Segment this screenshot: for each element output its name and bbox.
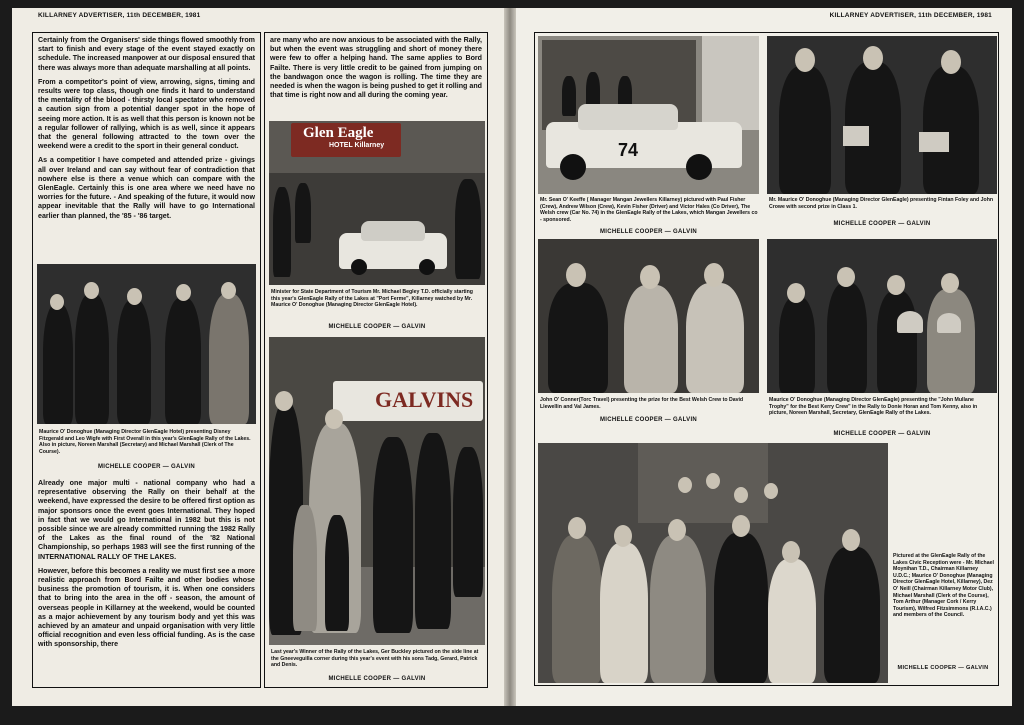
photo-caption: Pictured at the GlenEagle Rally of the Lakes Civic Reception were - Mr. Michael Moynihan T.D., Chairman Killarney U.D.C.; Maurice O' Donoghue (Managing Director GlenEagle Hotel, Killarney), Dez O' Neill (Chairman Killarney Motor Club), Michael Marshall (Clerk of the Course), Tom Arthur (Manager Cork / Kerry Tourism), Wilfred Fitzsimmons (R.I.A.C.) and members of the Council. — [893, 553, 994, 619]
left-page — [12, 8, 504, 706]
photo-credit: MICHELLE COOPER — GALVIN — [97, 464, 196, 470]
paragraph: Already one major multi - national company who had a representative observing the Rally on their behalf at the weekend, have expressed the desire to be offered first option as major sponsors once the event goes International. They hoped in fact that we would go International in 1982 but this is not possible since we are already committed running the 1982 Rally of the Lakes as the final round of the '82 National Championship, so perhaps 1983 will see the first running of the INTERNATIONAL RALLY OF THE LAKES. — [38, 479, 255, 561]
photo-best-welsh-crew — [538, 239, 759, 393]
photo-best-kerry-crew — [767, 239, 997, 393]
right-page — [516, 8, 1012, 706]
article-text-continued: are many who are now anxious to be associated with the Rally, but when the event was struggling and short of money there were few to offer a helping hand. The same applies to Bord Failte. There is very little credit to be gained from jumping on the bandwagon once the wagon is rolling. The time they are needed is when the wagon is being pushed to get it rolling and that time is right now and all during the coming year. — [270, 36, 482, 100]
car-number: 74 — [618, 140, 639, 160]
photo-caption: Maurice O' Donoghue (Managing Director GlenEagle) presenting the "John Mullane Trophy" for the Best Kerry Crew" in the Rally to Donie Horan and Tom Kenny, also in picture, Noreen Marshall, Secretary, GlenEagle Rally of the Lakes. — [769, 397, 978, 417]
article-text-bottom — [38, 479, 255, 655]
banner-text: GALVINS — [375, 387, 474, 412]
page-header-right: KILLARNEY ADVERTISER, 11th DECEMBER, 1981 — [829, 12, 992, 19]
photo-caption: John O' Conner(Torc Travel) presenting the prize for the Best Welsh Crew to David Llewellin and Val James. — [540, 397, 744, 410]
paragraph: As a competitior I have competed and attended prize - givings all over Ireland and can say without fear of contradiction that nowhere else is there a venue which can compare with the GlenEagle. Certainly this is one area where we need have no worries for the future. - And speaking of the future, it would now appear inevitable that the Rally will have to go International earlier than planned, the '85 - '86 target. — [38, 156, 255, 220]
photo-credit: MICHELLE COOPER — GALVIN — [599, 229, 698, 235]
article-text-top — [38, 36, 255, 226]
photo-second-prize-class1 — [767, 36, 997, 194]
photo-grid — [534, 32, 999, 686]
photo-caption: Minister for State Department of Tourism Mr. Michael Begley T.D. officially starting this year's GlenEagle Rally of the Lakes at "Port Ferme", Killarney watched by Mr. Maurice O' Donoghue (Managing Director GlenEagle Hotel). — [271, 289, 473, 309]
photo-caption: Last year's Winner of the Rally of the Lakes, Ger Buckley pictured on the side line at the Gneeveguilla corner during this year's event with his sons Tadg, Gerard, Patrick and Denis. — [271, 649, 479, 669]
paragraph: However, before this becomes a reality we must first see a more realistic approach from Bord Failte and other bodies whose business the promotion of tourism, it is. When one considers that to bring into the area in the off - season, the amount of overseas people in Killarney at the weekend, would be counted as a major achievement by any tourism body and yet this was achieved by an amateur and unpaid organisation with very little official recognition and even less official funding. As is the case with sponsorship, there — [38, 566, 255, 649]
photo-caption: Maurice O' Donoghue (Managing Director GlenEagle Hotel) presenting Disney Fitzgerald and Leo Wigfe with First Overall in this year's GlenEagle Rally of the Lakes. Also in picture, Noreen Marshall (Secretary) and Michael Marshall (Clerk of The Course). — [39, 429, 251, 455]
column-left — [32, 32, 261, 688]
photo-credit: MICHELLE COOPER — GALVIN — [833, 221, 931, 227]
photo-credit: MICHELLE COOPER — GALVIN — [897, 665, 989, 671]
photo-rally-start — [269, 121, 485, 285]
paragraph: Certainly from the Organisers' side things flowed smoothly from start to finish and every stage of the event stayed exactly on schedule. The increased manpower at our disposal ensured that there was always more than adequate marshalling at all points. — [38, 36, 255, 72]
photo-caption: Mr. Sean O' Keeffe ( Manager Mangan Jewellers Killarney) pictured with Paul Fisher (Crew), Andrew Wilson (Crew), Kevin Fisher (Driver) and Victor Hales (Co Driver), The Welsh crew (Car No. 74) in the GlenEagle Rally of the Lakes, which Mangan Jewellers co - sponsored. — [540, 197, 758, 223]
column-right — [264, 32, 488, 688]
paragraph: From a competitor's point of view, arrowing, signs, timing and results were top class, though one finds it hard to understand the mentality of the blood - thirsty local spectator who removed a caution sign from a potential danger spot in the hope of seeing more action. It is as well that this person is known not be a regular follower of rallying, which is as well, since it appears that the general following attracted to the town over the weekend were a credit to the sport in their general conduct. — [38, 77, 255, 151]
photo-credit: MICHELLE COOPER — GALVIN — [328, 324, 426, 330]
photo-credit: MICHELLE COOPER — GALVIN — [328, 676, 426, 682]
book-spine — [504, 8, 516, 706]
photo-credit: MICHELLE COOPER — GALVIN — [599, 417, 698, 423]
photo-credit: MICHELLE COOPER — GALVIN — [833, 431, 931, 437]
photo-caption: Mr. Maurice O' Donoghue (Managing Director GlenEagle) presenting Fintan Foley and John Crowe with second prize in Class 1. — [769, 197, 994, 210]
photo-welsh-crew-car — [538, 36, 759, 194]
sign-subtext: HOTEL Killarney — [329, 142, 385, 149]
page-header-left: KILLARNEY ADVERTISER, 11th DECEMBER, 1981 — [38, 12, 201, 19]
photo-civic-reception — [538, 443, 888, 683]
sign-text: Glen Eagle — [303, 125, 374, 141]
photo-spectators — [269, 337, 485, 645]
photo-first-overall-presentation — [37, 264, 256, 424]
